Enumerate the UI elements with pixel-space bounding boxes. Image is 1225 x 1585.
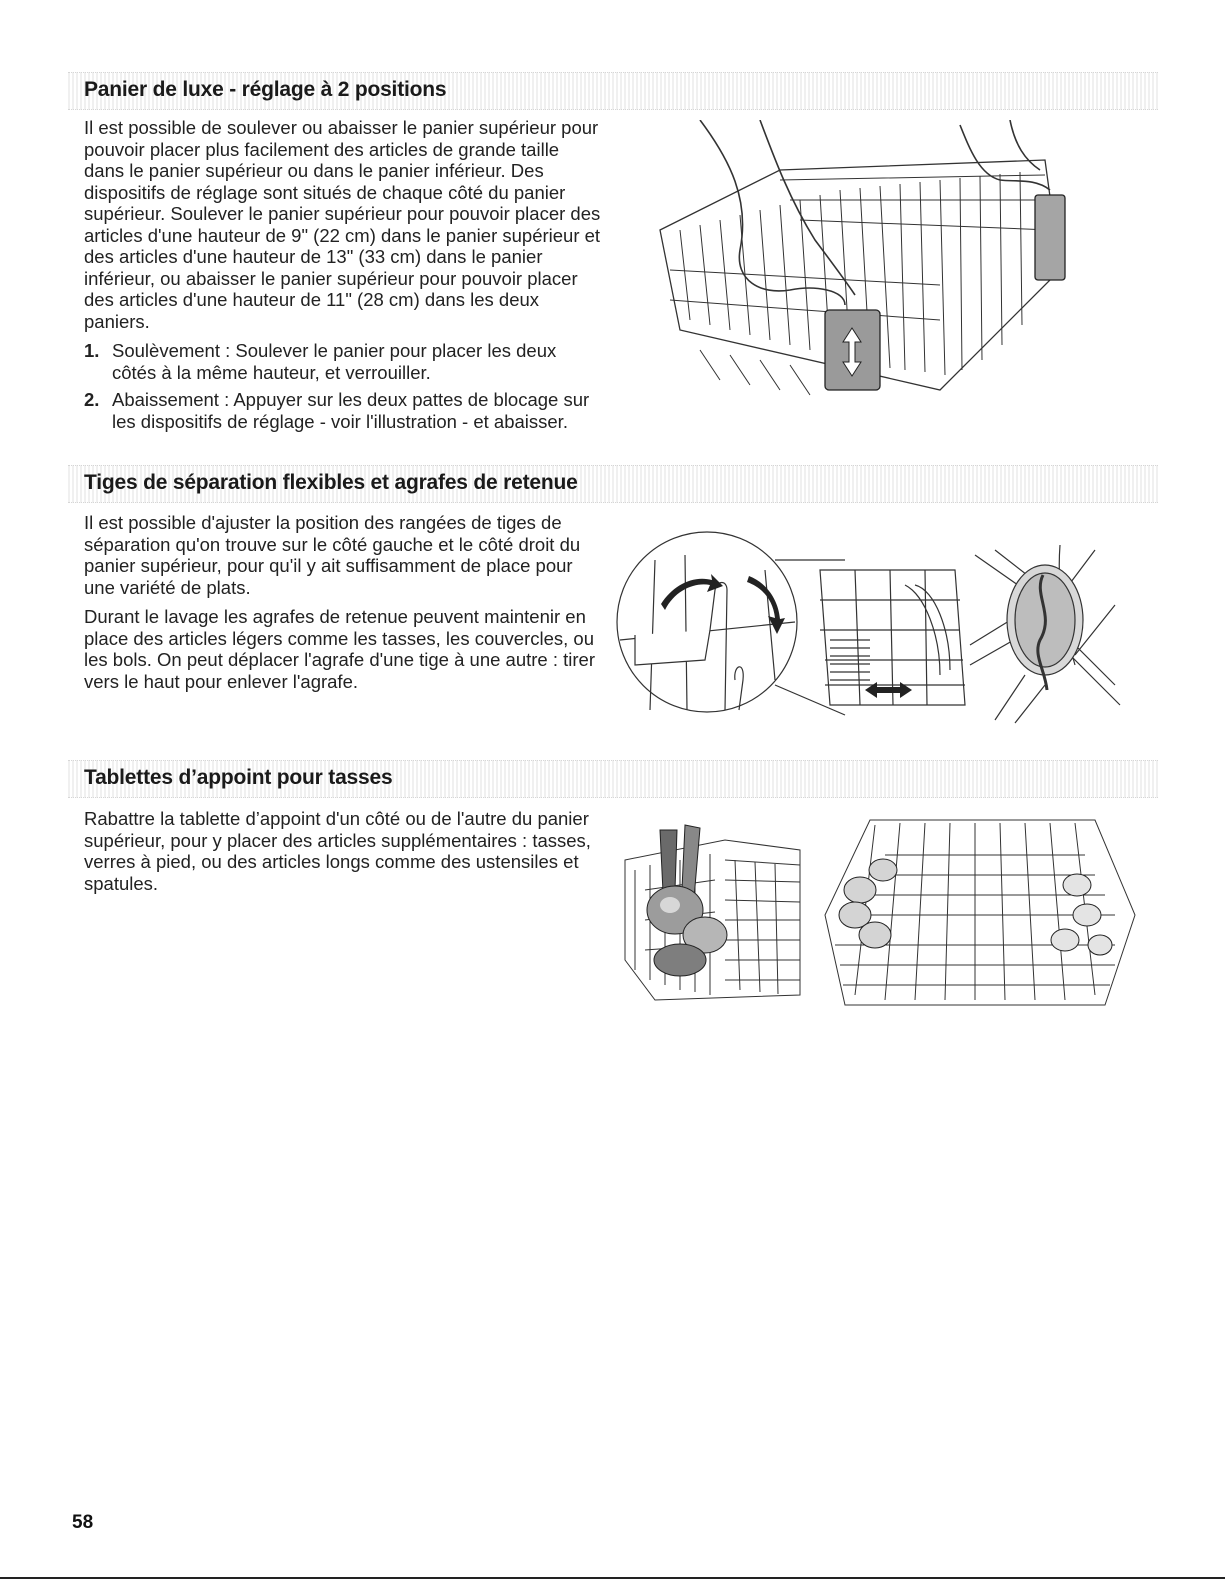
section-title: Tiges de séparation flexibles et agrafes de retenue — [84, 471, 578, 494]
steps-list — [84, 340, 604, 432]
step-number: 2. — [84, 389, 100, 410]
bottom-rule — [0, 1577, 1225, 1579]
section-heading-cup-shelves — [68, 760, 1158, 798]
page-number: 58 — [72, 1512, 94, 1533]
retention-clip-illustration — [965, 545, 1125, 725]
step-text: Soulèvement : Soulever le panier pour placer les deux côtés à la même hauteur, et verrouiller. — [112, 340, 557, 383]
basket-height-adjuster-illustration — [640, 120, 1070, 405]
step-item — [84, 340, 604, 383]
cup-shelf-side-illustration — [615, 820, 805, 1010]
section-body-cup-shelves — [84, 808, 604, 902]
paragraph: Durant le lavage les agrafes de retenue peuvent maintenir en place des articles légers comme les tasses, les couvercles, ou les bols. On peut déplacer l'agrafe d'une tige à une autre : tirer vers le haut pour enlever l'agrafe. — [84, 606, 595, 692]
section-body-fold-down-tines — [84, 512, 604, 700]
fold-down-tines-illustration — [615, 530, 970, 725]
paragraph: Il est possible d'ajuster la position des rangées de tiges de séparation qu'on trouve sur le côté gauche et le côté droit du panier supérieur, pour qu'il y ait suffisamment de place pour une variété de plats. — [84, 512, 581, 598]
section-title: Panier de luxe - réglage à 2 positions — [84, 78, 447, 101]
step-item — [84, 389, 604, 432]
paragraph: Il est possible de soulever ou abaisser le panier supérieur pour pouvoir placer plus facilement des articles de grande taille dans le panier supérieur ou dans le panier inférieur. Des dispositifs de réglage sont situés de chaque côté du panier supérieur. Soulever le panier supérieur pour pouvoir placer des articles d'une hauteur de 9" (22 cm) dans le panier supérieur et des articles d'une hauteur de 13" (33 cm) dans le panier inférieur, ou abaisser le panier supérieur pour pouvoir placer des articles d'une hauteur de 11" (28 cm) dans les deux paniers. — [84, 117, 601, 332]
section-heading-fold-down-tines — [68, 465, 1158, 503]
section-heading-basket-adjust — [68, 72, 1158, 110]
upper-rack-top-illustration — [815, 815, 1140, 1015]
step-number: 1. — [84, 340, 100, 361]
paragraph: Rabattre la tablette d’appoint d'un côté ou de l'autre du panier supérieur, pour y placer des articles supplémentaires : tasses, verres à pied, ou des articles longs comme des ustensiles et spatules. — [84, 808, 591, 894]
section-title: Tablettes d’appoint pour tasses — [84, 766, 393, 789]
step-text: Abaissement : Appuyer sur les deux pattes de blocage sur les dispositifs de réglage - voir l'illustration - et abaisser. — [112, 389, 590, 432]
section-body-basket-adjust — [84, 117, 604, 438]
